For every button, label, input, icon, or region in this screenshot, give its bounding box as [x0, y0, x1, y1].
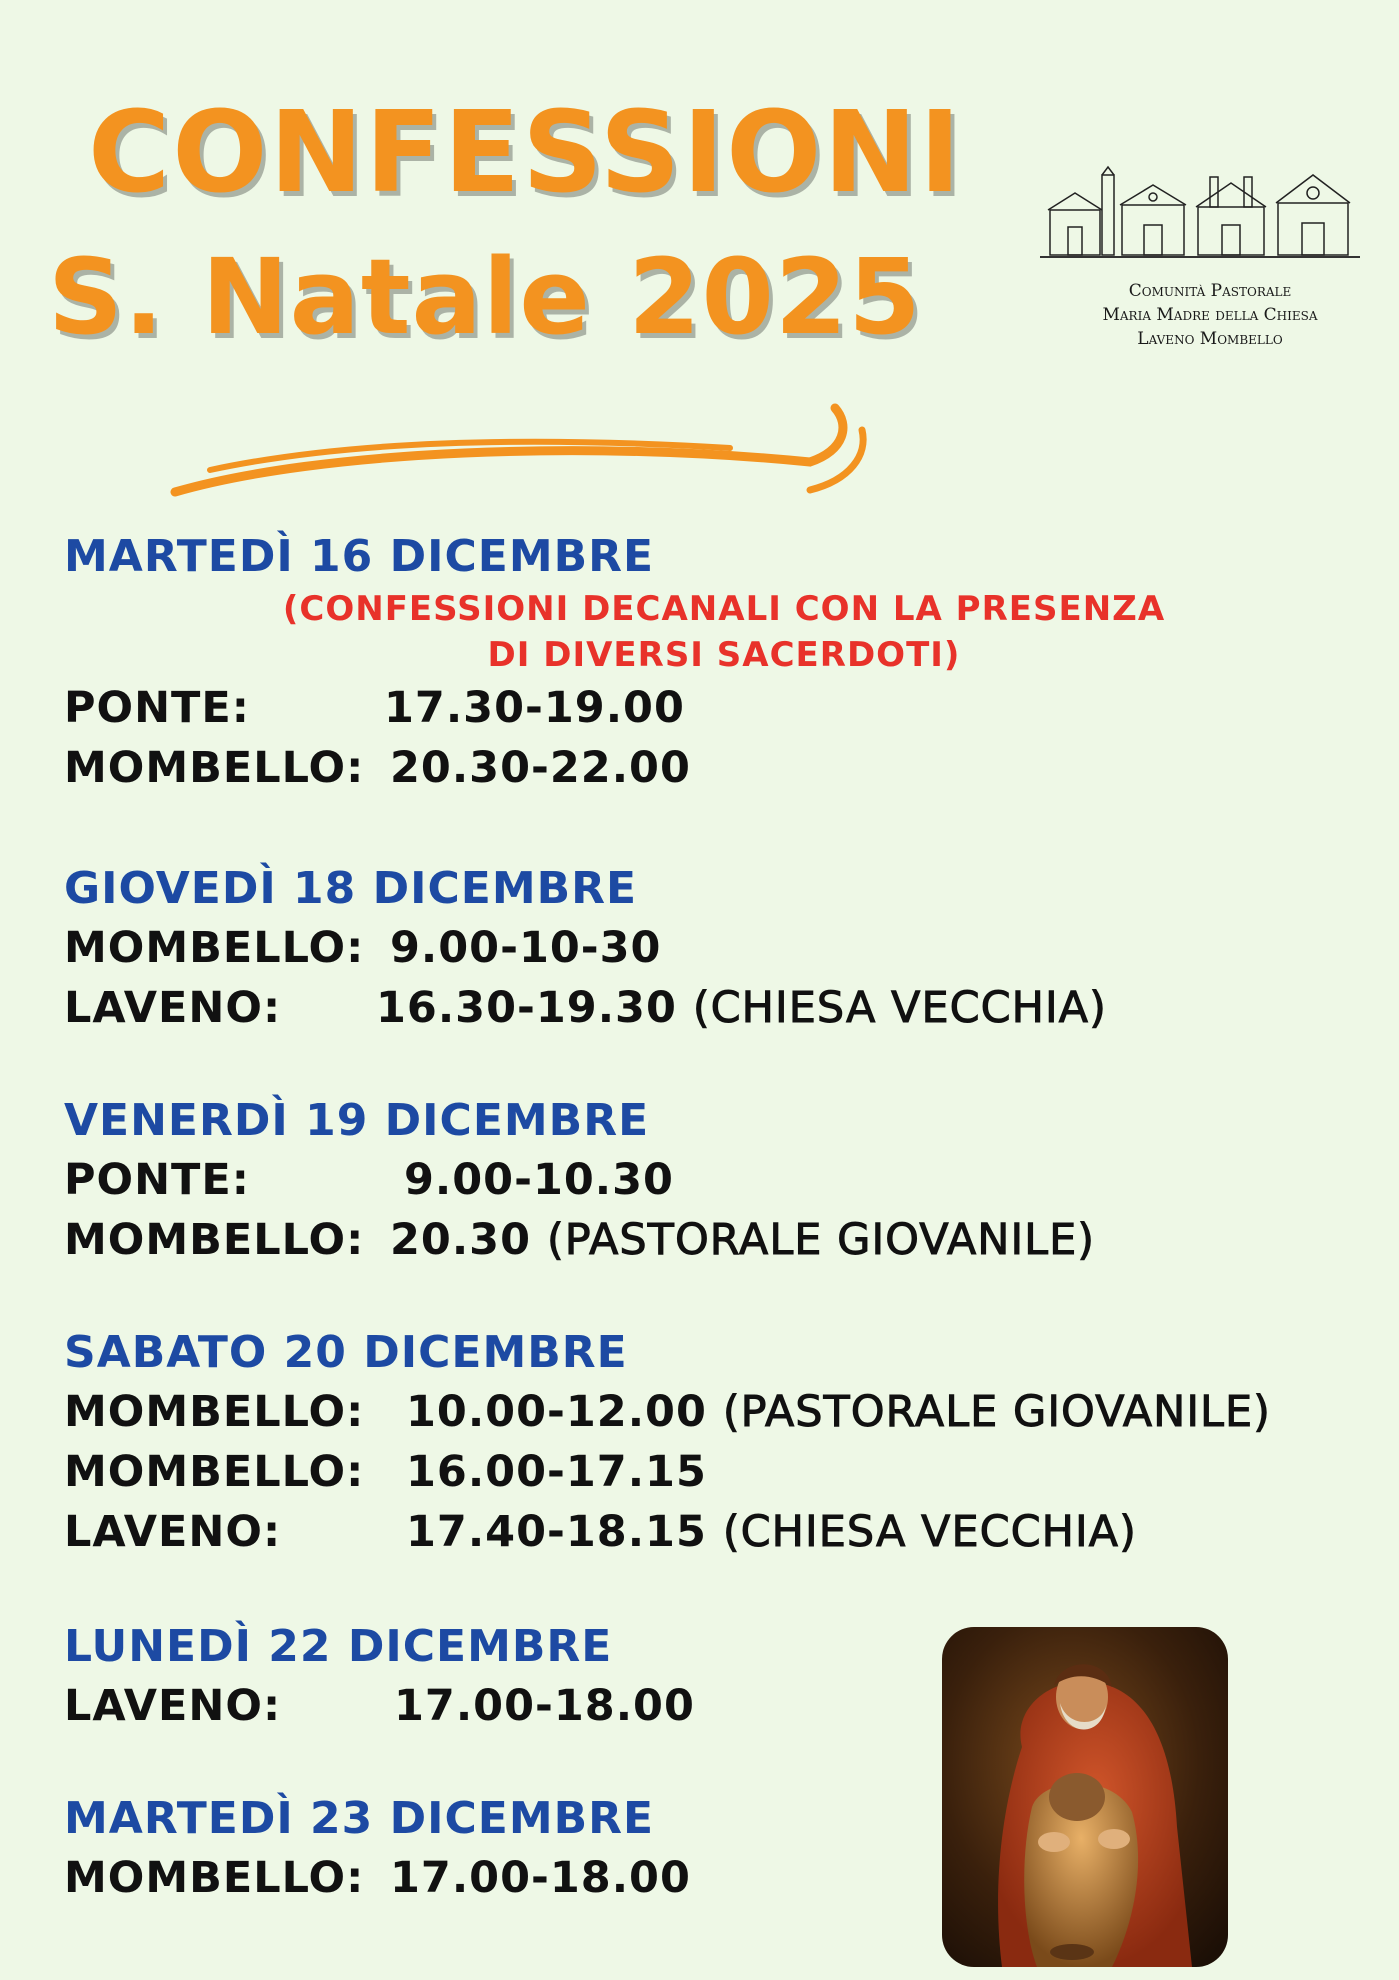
time-range: 10.00-12.00 — [406, 1387, 707, 1437]
day-title: VENERDÌ 19 DICEMBRE — [64, 1095, 650, 1146]
place-label: LAVENO: — [64, 1681, 282, 1731]
day-title: MARTEDÌ 23 DICEMBRE — [64, 1793, 655, 1844]
place-label: MOMBELLO: — [64, 923, 365, 973]
place-label: LAVENO: — [64, 1507, 282, 1557]
schedule-row — [64, 978, 1364, 1038]
schedule-row — [64, 1210, 1364, 1270]
time-range: 20.30 — [390, 1215, 532, 1265]
time-range: 20.30-22.00 — [390, 743, 691, 793]
schedule-row — [64, 1382, 1364, 1442]
time-range: 17.00-18.00 — [390, 1853, 691, 1903]
schedule-row — [64, 1150, 1364, 1210]
place-label: PONTE: — [64, 683, 250, 733]
place-label: MOMBELLO: — [64, 1387, 365, 1437]
schedule-row — [64, 1442, 1364, 1502]
churches-icon — [1040, 165, 1360, 265]
day-note: DI DIVERSI SACERDOTI) — [487, 635, 961, 675]
time-range: 17.30-19.00 — [384, 683, 685, 733]
logo-line-1: Comunità Pastorale — [1128, 281, 1292, 301]
location-note: (PASTORALE GIOVANILE) — [722, 1387, 1271, 1437]
schedule-row — [64, 738, 1364, 798]
place-label: MOMBELLO: — [64, 1853, 365, 1903]
place-label: MOMBELLO: — [64, 1215, 365, 1265]
day-block — [64, 1092, 1364, 1270]
decorative-swoosh — [170, 400, 880, 510]
day-block — [64, 528, 1364, 798]
time-range: 9.00-10-30 — [390, 923, 662, 973]
location-note: (PASTORALE GIOVANILE) — [547, 1215, 1096, 1265]
day-title: GIOVEDÌ 18 DICEMBRE — [64, 863, 638, 914]
place-label: LAVENO: — [64, 983, 282, 1033]
place-label: MOMBELLO: — [64, 1447, 365, 1497]
day-block — [64, 860, 1364, 1038]
day-title: MARTEDÌ 16 DICEMBRE — [64, 531, 655, 582]
logo-line-2: Maria Madre della Chiesa — [1102, 305, 1318, 325]
time-range: 17.00-18.00 — [394, 1681, 695, 1731]
prodigal-son-painting — [942, 1627, 1228, 1967]
day-title: SABATO 20 DICEMBRE — [64, 1327, 628, 1378]
schedule-row — [64, 678, 1364, 738]
title-line-1: CONFESSIONI — [88, 88, 963, 218]
title-line-2: S. Natale 2025 — [48, 236, 922, 358]
logo-line-3: Laveno Mombello — [1137, 329, 1283, 349]
time-range: 16.00-17.15 — [406, 1447, 707, 1497]
location-note: (CHIESA VECCHIA) — [722, 1507, 1137, 1557]
schedule-row — [64, 1502, 1364, 1562]
day-block — [64, 1324, 1364, 1562]
day-title: LUNEDÌ 22 DICEMBRE — [64, 1621, 613, 1672]
place-label: MOMBELLO: — [64, 743, 365, 793]
time-range: 16.30-19.30 — [376, 983, 677, 1033]
location-note: (CHIESA VECCHIA) — [692, 983, 1107, 1033]
day-note: (CONFESSIONI DECANALI CON LA PRESENZA — [282, 589, 1166, 629]
time-range: 17.40-18.15 — [406, 1507, 707, 1557]
time-range: 9.00-10.30 — [404, 1155, 674, 1205]
schedule-row — [64, 918, 1364, 978]
place-label: PONTE: — [64, 1155, 250, 1205]
parish-logo — [1040, 165, 1380, 351]
